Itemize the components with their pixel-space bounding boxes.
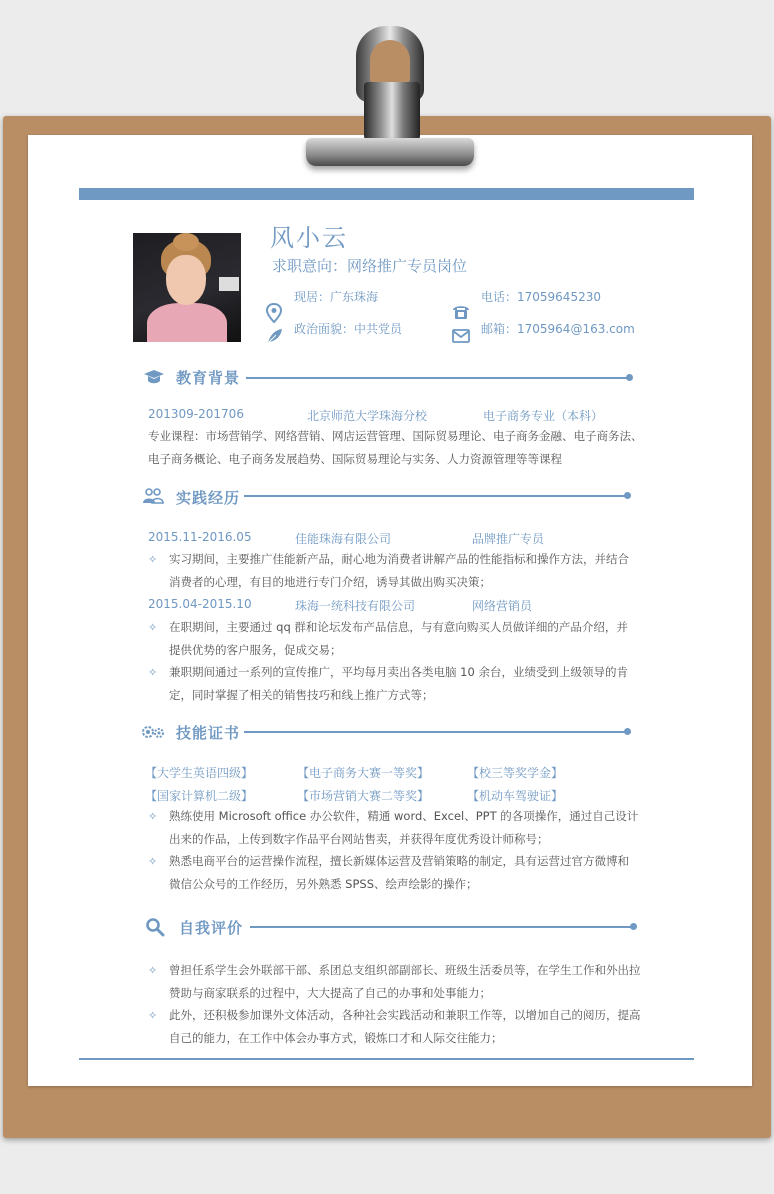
phone: 电话：17059645230 [481,290,601,304]
section-divider [250,926,634,928]
graduation-cap-icon [143,369,165,385]
education-courses-line: 专业课程：市场营销学、网络营销、网店运营管理、国际贸易理论、电子商务金融、电子商务法、 [148,429,643,443]
self-detail-line: 自己的能力，在工作中体会办事方式，锻炼口才和人际交往能力； [169,1031,503,1045]
header-bar [79,188,694,200]
job-company: 珠海一统科技有限公司 [295,599,416,613]
bullet-icon: ✧ [148,964,158,977]
job-detail-line: 在职期间，主要通过 qq 群和论坛发布产品信息，与有意向购买人员做详细的产品介绍，并 [169,620,628,634]
section-title-education: 教育背景 [176,369,241,387]
job-period: 2015.04-2015.10 [148,597,252,611]
section-divider-dot [624,492,631,499]
bullet-icon: ✧ [148,553,158,566]
gears-icon [141,724,165,740]
skill-detail-line: 微信公众号的工作经历，另外熟悉 SPSS、绘声绘影的操作； [169,877,478,891]
cert-item: 【电子商务大赛一等奖】 [297,766,430,780]
education-period: 201309-201706 [148,407,244,421]
self-detail-line: 曾担任系学生会外联部干部、系团总支组织部副部长、班级生活委员等，在学生工作和外出拉 [169,963,641,977]
telephone-icon [452,304,470,320]
job-detail-line: 兼职期间通过一系列的宣传推广，平均每月卖出各类电脑 10 余台，业绩受到上级领导的肯 [169,665,628,679]
political-status: 政治面貌：中共党员 [294,322,403,336]
section-divider [246,377,630,379]
magnifier-icon [145,917,165,937]
bullet-icon: ✧ [148,621,158,634]
cert-item: 【大学生英语四级】 [145,766,254,780]
cert-item: 【机动车驾驶证】 [467,789,564,803]
section-divider-dot [630,923,637,930]
job-period: 2015.11-2016.05 [148,530,252,544]
job-role: 网络营销员 [472,599,533,613]
bullet-icon: ✧ [148,666,158,679]
profile-photo [133,233,241,342]
bullet-icon: ✧ [148,810,158,823]
education-school: 北京师范大学珠海分校 [307,409,428,423]
cert-item: 【校三等奖学金】 [467,766,564,780]
section-divider [244,731,628,733]
skill-detail-line: 出来的作品，上传到数字作品平台网站售卖，并获得年度优秀设计师称号； [169,832,549,846]
bullet-icon: ✧ [148,1009,158,1022]
job-company: 佳能珠海有限公司 [295,532,392,546]
section-title-skills: 技能证书 [176,724,241,742]
self-detail-line: 赞助与商家联系的过程中，大大提高了自己的办事和处事能力； [169,986,491,1000]
cert-item: 【市场营销大赛二等奖】 [297,789,430,803]
job-detail-line: 定，同时掌握了相关的销售技巧和线上推广方式等； [169,688,434,702]
job-intent: 求职意向：网络推广专员岗位 [272,257,468,275]
section-divider [244,495,628,497]
email[interactable]: 邮箱：1705964@163.com [481,322,635,336]
section-title-practice: 实践经历 [176,489,241,507]
candidate-name: 风小云 [270,224,348,252]
people-icon [142,488,164,504]
section-title-self: 自我评价 [179,919,244,937]
education-major: 电子商务专业（本科） [483,409,604,423]
section-divider-dot [624,728,631,735]
envelope-icon [452,329,470,343]
job-detail-line: 提供优势的客户服务，促成交易； [169,643,342,657]
location-pin-icon [266,303,282,323]
self-detail-line: 此外，还积极参加课外文体活动，各种社会实践活动和兼职工作等，以增加自己的阅历，提高 [169,1008,641,1022]
leaf-icon [266,327,284,345]
job-detail-line: 消费者的心理，有目的地进行专门介绍，诱导其做出购买决策； [169,575,491,589]
job-detail-line: 实习期间，主要推广佳能新产品，耐心地为消费者讲解产品的性能指标和操作方法，并结合 [169,552,629,566]
skill-detail-line: 熟练使用 Microsoft office 办公软件，精通 word、Excel、PPT 的各项操作，通过自己设计 [169,809,639,823]
skill-detail-line: 熟悉电商平台的运营操作流程，擅长新媒体运营及营销策略的制定，具有运营过官方微博和 [169,854,629,868]
section-divider-dot [626,374,633,381]
footer-line [79,1058,694,1060]
cert-item: 【国家计算机二级】 [145,789,254,803]
job-role: 品牌推广专员 [472,532,545,546]
education-courses-line: 电子商务概论、电子商务发展趋势、国际贸易理论与实务、人力资源管理等等课程 [148,452,562,466]
residence: 现居：广东珠海 [294,290,379,304]
bullet-icon: ✧ [148,855,158,868]
